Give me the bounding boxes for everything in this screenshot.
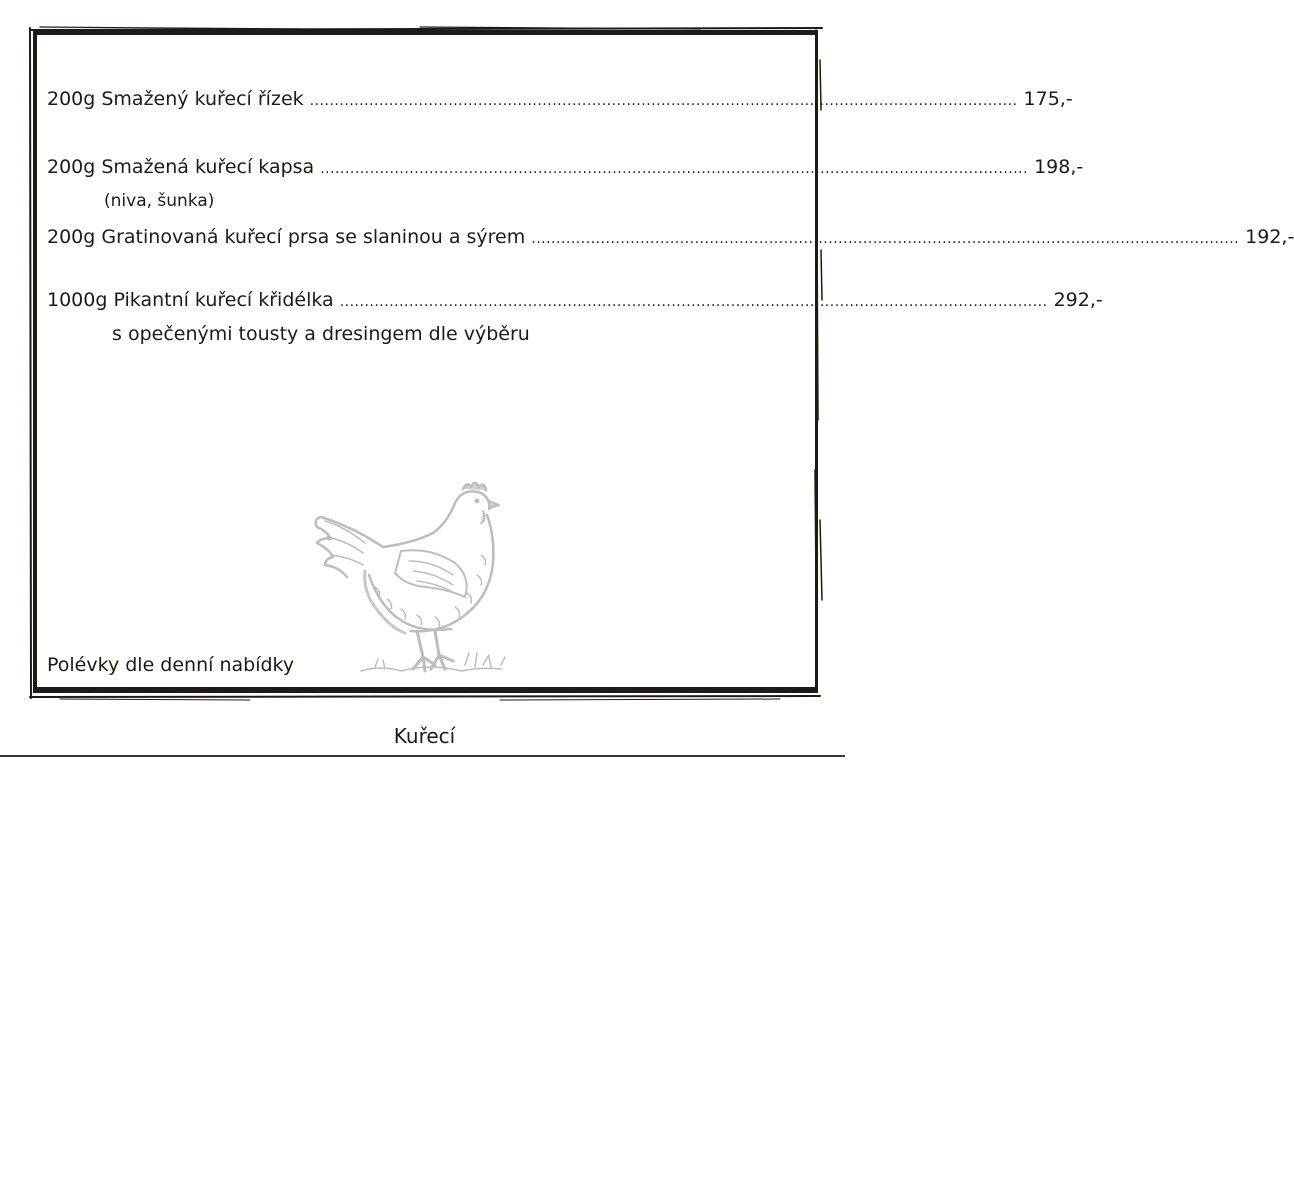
item-price: 175,- bbox=[1023, 88, 1073, 110]
hen-icon bbox=[305, 475, 520, 685]
item-name: 200g Smažená kuřecí kapsa bbox=[47, 156, 315, 178]
item-price: 198,- bbox=[1034, 156, 1084, 178]
menu-item-gratin-chicken-breast bbox=[47, 224, 1294, 252]
soups-note: Polévky dle denní nabídky bbox=[47, 654, 295, 676]
dot-leader: ............................................................................................................................................... bbox=[531, 231, 1240, 247]
dot-leader: ............................................................................................................................................... bbox=[339, 294, 1048, 310]
item-name: 200g Smažený kuřecí řízek bbox=[47, 88, 304, 110]
menu-item-chicken-schnitzel bbox=[47, 86, 1073, 114]
item-price: 292,- bbox=[1053, 289, 1103, 311]
item-note: s opečenými tousty a dresingem dle výběru bbox=[112, 323, 530, 345]
item-name: 1000g Pikantní kuřecí křidélka bbox=[47, 289, 334, 311]
dot-leader: ............................................................................................................................................... bbox=[320, 161, 1029, 177]
menu-item-spicy-wings bbox=[47, 287, 1103, 315]
item-note: (niva, šunka) bbox=[104, 191, 215, 211]
item-price: 192,- bbox=[1245, 226, 1294, 248]
dot-leader: ............................................................................................................................................... bbox=[309, 93, 1018, 109]
menu-item-chicken-pocket bbox=[47, 154, 1084, 182]
section-divider bbox=[0, 755, 845, 757]
item-name: 200g Gratinovaná kuřecí prsa se slaninou a sýrem bbox=[47, 226, 526, 248]
section-title: Kuřecí bbox=[393, 724, 456, 748]
